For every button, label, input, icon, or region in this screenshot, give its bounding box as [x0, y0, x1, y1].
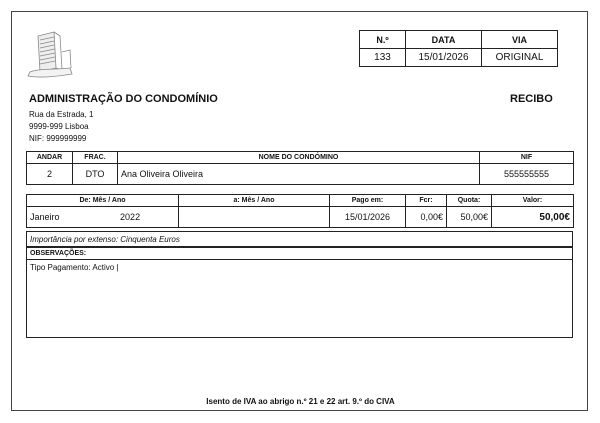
document-type: RECIBO — [510, 93, 553, 105]
receipt-date: 15/01/2026 — [406, 49, 482, 67]
owner-table — [26, 151, 574, 185]
paid-on-date: 15/01/2026 — [330, 207, 406, 228]
receipt-meta-table — [359, 30, 558, 67]
amount-in-words: Importância por extenso: Cinquenta Euros — [26, 231, 573, 247]
to-period-header: a: Mês / Ano — [179, 195, 330, 207]
fcr-header: Fcr: — [406, 195, 447, 207]
building-logo-icon — [26, 28, 74, 80]
paid-on-header: Pago em: — [330, 195, 406, 207]
payment-table — [26, 194, 574, 228]
owner-name-header: NOME DO CONDÓMINO — [118, 152, 480, 164]
frac-header: FRAC. — [73, 152, 118, 164]
frac-value: DTO — [73, 164, 118, 185]
to-period — [179, 207, 330, 228]
andar-value: 2 — [27, 164, 73, 185]
receipt-via: ORIGINAL — [482, 49, 558, 67]
via-header: VIA — [482, 31, 558, 49]
fcr-value: 0,00€ — [406, 207, 447, 228]
notes-text: Tipo Pagamento: Activo | — [30, 263, 119, 272]
date-header: DATA — [406, 31, 482, 49]
notes-box — [26, 247, 573, 338]
quota-header: Quota: — [447, 195, 492, 207]
owner-nif: 555555555 — [480, 164, 574, 185]
quota-value: 50,00€ — [447, 207, 492, 228]
vat-exemption-note: Isento de IVA ao abrigo n.º 21 e 22 art. 9.º do CIVA — [206, 397, 395, 406]
valor-header: Valor: — [492, 195, 574, 207]
nif-header: NIF — [480, 152, 574, 164]
number-header: N.º — [360, 31, 406, 49]
company-nif: NIF: 999999999 — [29, 134, 87, 143]
notes-label: OBSERVAÇÕES: — [27, 248, 572, 260]
from-period-header: De: Mês / Ano — [27, 195, 179, 207]
andar-header: ANDAR — [27, 152, 73, 164]
receipt-page — [11, 11, 588, 411]
owner-name: Ana Oliveira Oliveira — [118, 164, 480, 185]
receipt-number: 133 — [360, 49, 406, 67]
from-month: Janeiro — [30, 212, 60, 222]
company-address-line2: 9999-999 Lisboa — [29, 122, 89, 131]
from-period — [27, 207, 179, 228]
company-address-line1: Rua da Estrada, 1 — [29, 110, 94, 119]
valor-total: 50,00€ — [492, 207, 574, 228]
from-year: 2022 — [120, 212, 141, 222]
company-name: ADMINISTRAÇÃO DO CONDOMÍNIO — [29, 93, 218, 105]
